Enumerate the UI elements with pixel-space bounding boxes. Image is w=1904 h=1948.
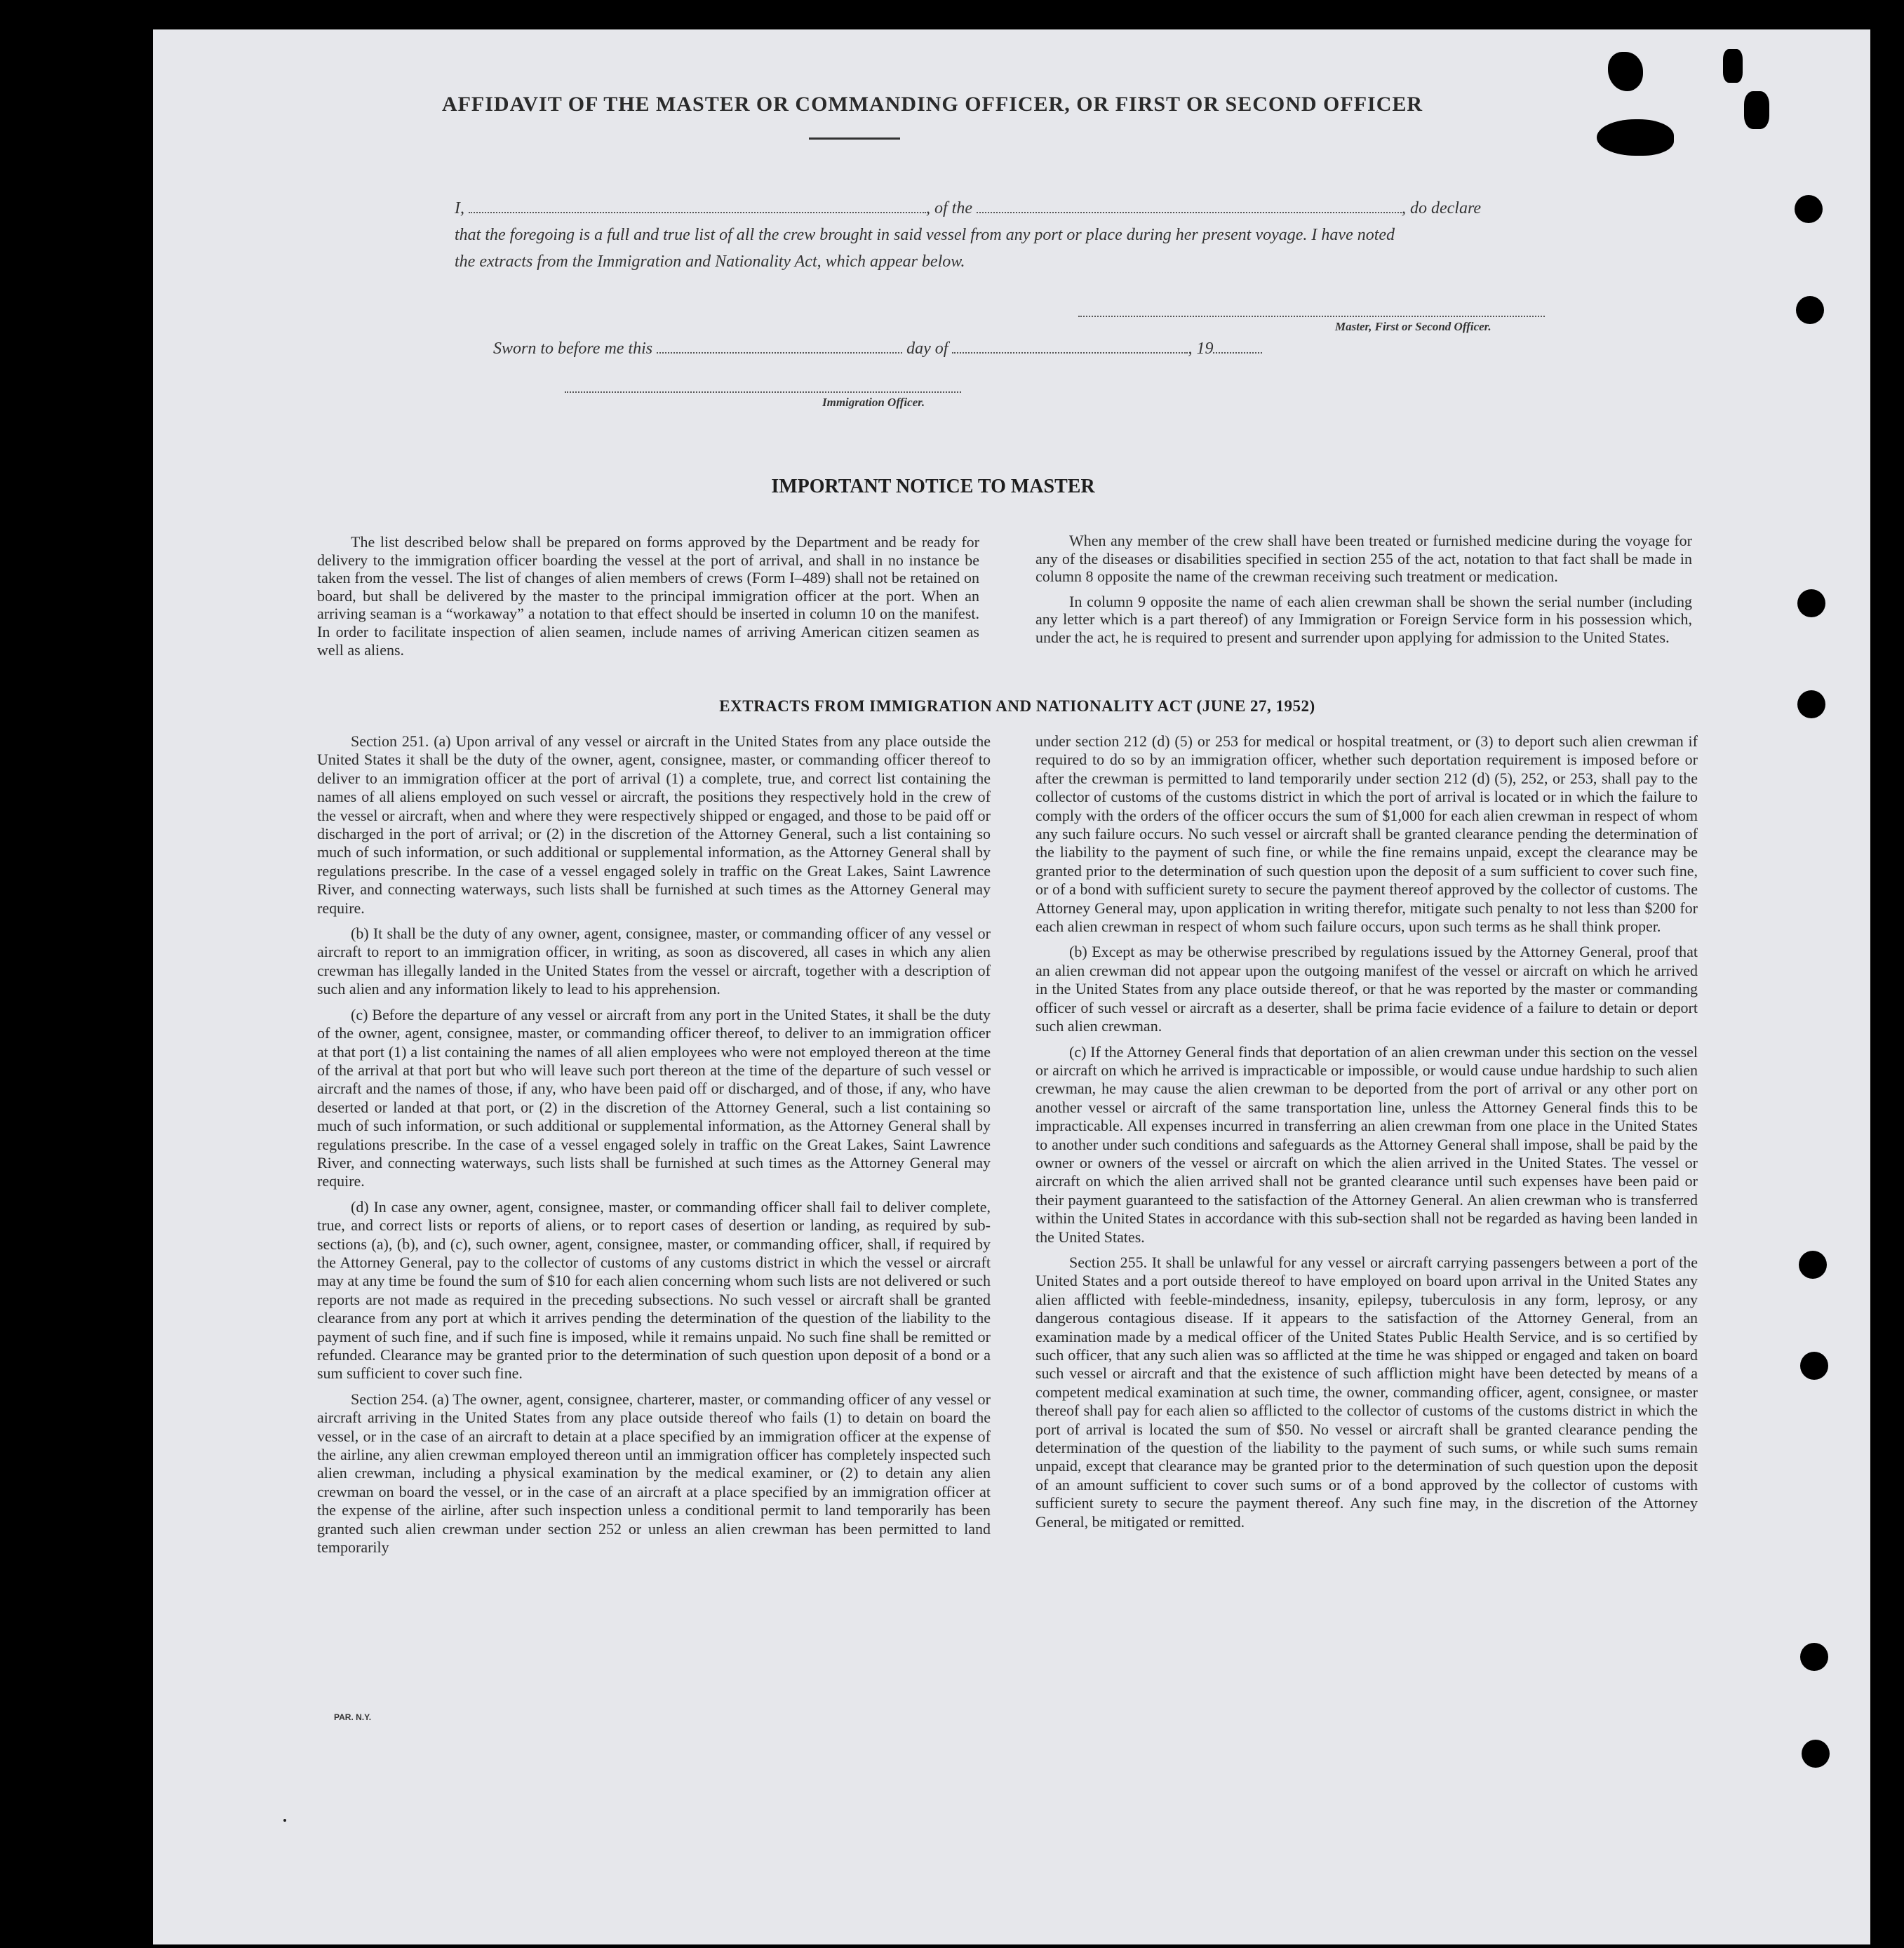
punch-hole-5 — [1799, 1251, 1827, 1279]
affidavit-line-2: that the foregoing is a full and true list of all the crew brought in said vessel from any port or place during her present voyage. I have noted — [455, 226, 1395, 244]
notice-left-paragraph: The list described below shall be prepared on forms approved by the Department and be ready for delivery to the immigration officer boarding the vessel at the port of arrival, and shall in no instance be taken from the vessel. The list of changes of alien members of crews (Form I–489) shall not be retained on board, but shall be delivered by the master to the principal immigration officer at the port. When an arriving seaman is a “workaway” a notation to that effect should be inserted in column 10 on the manifest. In order to facilitate inspection of alien seamen, include names of arriving American citizen seamen as well as aliens. — [317, 533, 979, 659]
punch-hole-6 — [1800, 1352, 1828, 1380]
affidavit-line-1 — [455, 199, 1481, 218]
notice-title: IMPORTANT NOTICE TO MASTER — [771, 476, 1095, 497]
punch-hole-8 — [1802, 1740, 1830, 1768]
day-of-label: day of — [906, 340, 948, 358]
notice-right-paragraph-2: In column 9 opposite the name of each alien crewman shall be shown the serial number (including any letter which is a part thereof) of any Immigration or Foreign Service form in his possession which, under the act, he is required to present and surrender upon applying for admission to the United States. — [1035, 592, 1692, 646]
sworn-label: Sworn to before me this — [493, 340, 653, 358]
notice-right-column — [1035, 532, 1692, 654]
sworn-month-blank[interactable] — [952, 340, 1188, 354]
speck — [283, 1819, 286, 1822]
sworn-day-blank[interactable] — [657, 340, 902, 354]
officer-caption: Immigration Officer. — [822, 396, 925, 409]
section-254-a-continued: under section 212 (d) (5) or 253 for medical or hospital treatment, or (3) to deport such alien crewman if required to do so by an immigration officer, whether such deportation requirement is imposed before or after the crewman is permitted to land temporarily under section 212 (d) (5), 252, or 253, shall pay to the collector of customs of the customs district in which the port of arrival is located or in which the failure to comply with the orders of the officer occurs the sum of $1,000 for each alien crewman in respect of whom any such failure occurs. No such vessel or aircraft shall be granted clearance pending the determination of the liability to the payment of such fine, or while the fine remains unpaid, except the clearance may be granted prior to the determination of such question upon the deposit of a sum sufficient to cover such fine, or of a bond with sufficient surety to secure the payment thereof approved by the collector of customs. The Attorney General may, upon application in writing therefor, mitigate such penalty to not less than $200 for each alien crewman in respect of whom such failure occurs, upon such terms as he shall think proper. — [1035, 732, 1698, 936]
punch-hole-4 — [1797, 690, 1825, 718]
of-the-label: , of the — [926, 199, 972, 217]
sworn-line — [493, 340, 1262, 358]
section-254-a: Section 254. (a) The owner, agent, consignee, charterer, master, or commanding officer of any vessel or aircraft arriving in the United States from any place outside thereof who fails (1) to detain on board the vessel, or in the case of an aircraft to detain at a place specified by an immigration officer at the expense of the airline, any alien crewman employed thereon until an immigration officer has completely inspected such alien crewman, including a physical examination by the medical examiner, or (2) to detain any alien crewman on board the vessel, or in the case of an aircraft at a place specified by an immigration officer at the expense of the airline, after such inspection unless a conditional permit to land temporarily has been granted such alien crewman under section 252 or unless an alien crewman has been permitted to land temporarily — [317, 1390, 991, 1557]
affidavit-line-3: the extracts from the Immigration and Nationality Act, which appear below. — [455, 253, 965, 271]
name-blank[interactable] — [469, 199, 926, 213]
year-label: , 19 — [1188, 340, 1214, 358]
section-251-a: Section 251. (a) Upon arrival of any vessel or aircraft in the United States from any place outside the United States it shall be the duty of the owner, agent, consignee, master, or commanding officer thereof to deliver to an immigration officer at the port of arrival (1) a complete, true, and correct list containing the names of all aliens employed on such vessel or aircraft, the positions they respectively hold in the crew of the vessel or aircraft, when and where they were respectively shipped or engaged, and those to be paid off or discharged in the port of arrival; or (2) in the discretion of the Attorney General, such a list containing so much of such information, or such additional or supplemental information, as the Attorney General shall by regulations prescribe. In the case of a vessel engaged solely in traffic on the Great Lakes, Saint Lawrence River, and connecting waterways, such lists shall be furnished at such times as the Attorney General may require. — [317, 732, 991, 917]
master-signature-line[interactable] — [1078, 316, 1545, 317]
year-blank[interactable] — [1213, 340, 1262, 354]
notice-left-column — [317, 533, 979, 666]
section-251-d: (d) In case any owner, agent, consignee, master, or commanding officer shall fail to deliver complete, true, and correct lists or reports of aliens, or to report cases of desertion or landing, as required by sub-sections (a), (b), and (c), such owner, agent, consignee, master, or commanding officer, shall, if required by the Attorney General, pay to the collector of customs of any customs district in which the vessel or aircraft may at any time be found the sum of $10 for each alien concerning whom such lists are not delivered or such reports are not made as required in the preceding subsections. No such vessel or aircraft shall be granted clearance from any port at which it arrives pending the determination of the question of the liability to the payment of such fine, and if such fine is imposed, while it remains unpaid. No such fine shall be remitted or refunded. Clearance may be granted prior to the determination of such question upon deposit of a bond or a sum sufficient to cover such fine. — [317, 1197, 991, 1383]
punch-hole-3 — [1797, 589, 1825, 617]
punch-hole-2 — [1796, 296, 1824, 324]
affidavit-title: AFFIDAVIT OF THE MASTER OR COMMANDING OFFICER, OR FIRST OR SECOND OFFICER — [441, 93, 1423, 116]
punch-hole-1 — [1795, 195, 1823, 223]
printer-mark: PAR. N.Y. — [334, 1712, 372, 1722]
ink-blot-4 — [1597, 119, 1674, 156]
ink-blot-3 — [1744, 91, 1769, 129]
vessel-blank[interactable] — [977, 199, 1402, 213]
extracts-title: EXTRACTS FROM IMMIGRATION AND NATIONALITY ACT (JUNE 27, 1952) — [719, 697, 1315, 715]
ink-blot-2 — [1723, 49, 1743, 83]
section-254-b: (b) Except as may be otherwise prescribed by regulations issued by the Attorney General, proof that an alien crewman did not appear upon the outgoing manifest of the vessel or aircraft on which he arrived in the United States from any place outside thereof, or that he was reported by the master or commanding officer of such vessel or aircraft as a deserter, shall be prima facie evidence of a failure to detain or deport such alien crewman. — [1035, 943, 1698, 1035]
section-251-b: (b) It shall be the duty of any owner, agent, consignee, master, or commanding officer of any vessel or aircraft to report to an immigration officer, in writing, as soon as discovered, all cases in which any alien crewman has illegally landed in the United States from the vessel or aircraft, together with a description of such alien and any information likely to lead to his apprehension. — [317, 925, 991, 998]
punch-hole-7 — [1800, 1643, 1828, 1671]
title-underline — [809, 137, 900, 140]
officer-signature-line[interactable] — [565, 391, 961, 393]
notice-right-paragraph-1: When any member of the crew shall have been treated or furnished medicine during the voyage for any of the diseases or disabilities specified in section 255 of the act, notation to that fact shall be made in column 8 opposite the name of the crewman receiving such treatment or medication. — [1035, 532, 1692, 586]
section-251-c: (c) Before the departure of any vessel or aircraft from any port in the United States, it shall be the duty of the owner, agent, consignee, master, or commanding officer thereof, to deliver to an immigration officer at that port (1) a list containing the names of all alien employees who were not employed thereon at the time of the arrival at that port but who will leave such port thereon at the time of the departure of such vessel or aircraft and the names of those, if any, who have been paid off or discharged, and of those, if any, who have deserted or landed at that port, or (2) in the discretion of the Attorney General, such a list containing so much of such information, or such additional or supplemental information, as the Attorney General shall by regulations prescribe. In the case of a vessel engaged solely in traffic on the Great Lakes, Saint Lawrence River, and connecting waterways, such lists shall be furnished at such times as the Attorney General may require. — [317, 1005, 991, 1190]
section-255: Section 255. It shall be unlawful for any vessel or aircraft carrying passengers between a port of the United States and a port outside thereof to have employed on board upon arrival in the United States any alien afflicted with feeble-mindedness, insanity, epilepsy, tuberculosis in any form, leprosy, or any dangerous contagious disease. If it appears to the satisfaction of the Attorney General, from an examination made by a medical officer of the United States Public Health Service, and is so certified by such officer, that any such alien was so afflicted at the time he was shipped or engaged and taken on board such vessel or aircraft and that the existence of such affliction might have been detected by means of a competent medical examination at such time, the owner, commanding officer, agent, consignee, or master thereof shall pay for each alien so afflicted to the collector of customs of the customs district in which the port of arrival is located the sum of $50. No vessel or aircraft shall be granted clearance pending the determination of the question of the liability to the payment of such sums, or while such sums remain unpaid, except that clearance may be granted prior to the determination of such question upon the deposit of an amount sufficient to cover such sums or of a bond approved by the collector of customs with sufficient surety to secure the payment thereof. Any such fine may, in the discretion of the Attorney General, be mitigated or remitted. — [1035, 1253, 1698, 1531]
master-caption: Master, First or Second Officer. — [1335, 320, 1491, 333]
extracts-left-column — [317, 732, 991, 1564]
do-declare-label: , do declare — [1402, 199, 1482, 217]
section-254-c: (c) If the Attorney General finds that deportation of an alien crewman under this section on the vessel or aircraft on which he arrived is impracticable or impossible, or would cause undue hardship to such alien crewman, he may cause the alien crewman to be deported from the port of arrival or any other port on another vessel or aircraft of the same transportation line, unless the Attorney General finds this to be impracticable. All expenses incurred in transferring an alien crewman from one place in the United States to another under such conditions and safeguards as the Attorney General shall impose, shall be paid by the owner or owners of the vessel or aircraft on which the alien arrived in the United States. The vessel or aircraft on which the alien arrived shall not be granted clearance until such expenses have been paid or their payment guaranteed to the satisfaction of the Attorney General. An alien crewman who is transferred within the United States in accordance with this sub-section shall not be regarded as having been landed in the United States. — [1035, 1042, 1698, 1246]
extracts-right-column — [1035, 732, 1698, 1538]
i-label: I, — [455, 199, 464, 217]
